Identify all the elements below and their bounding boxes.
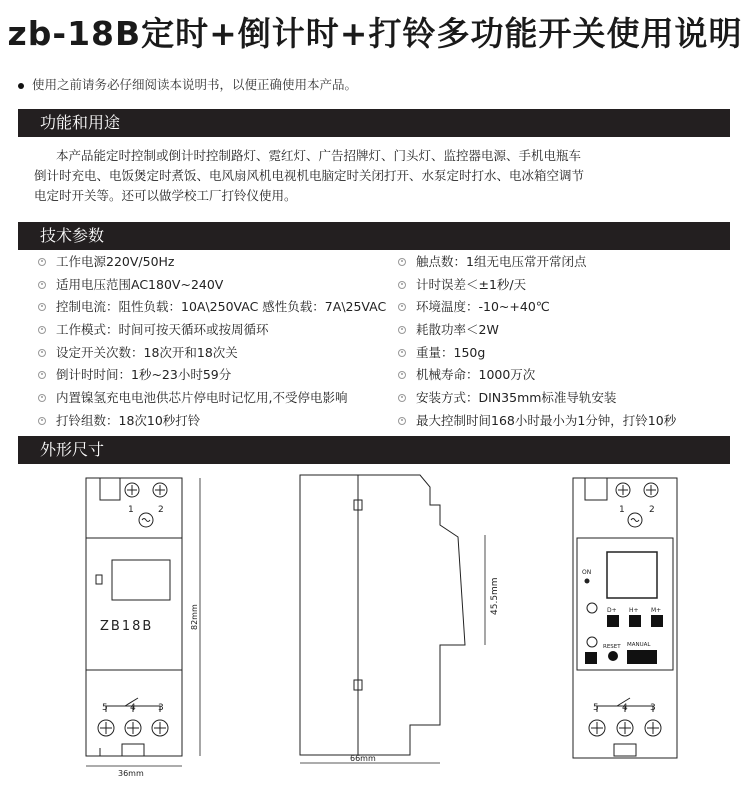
timer-button[interactable]	[585, 652, 597, 664]
spec-item	[38, 388, 347, 406]
spec-item	[38, 320, 269, 338]
spec-text: 工作模式：时间可按天循环或按周循环	[56, 322, 269, 337]
page-title: zb-18B定时+倒计时+打铃多功能开关使用说明	[7, 14, 743, 53]
side-width-label: 66mm	[350, 754, 376, 763]
manual-label: MANUAL	[627, 642, 651, 648]
side-height-label: 45.5mm	[490, 577, 500, 615]
bullet-icon	[38, 417, 46, 425]
spec-item	[38, 275, 223, 293]
spec-item	[38, 343, 238, 361]
spec-text: 环境温度：-10~+40℃	[416, 299, 550, 314]
bullet-icon	[398, 303, 406, 311]
bullet-icon	[38, 349, 46, 357]
power-led-icon	[585, 579, 590, 584]
spec-item	[398, 343, 485, 361]
spec-text: 最大控制时间168小时最小为1分钟，打铃10秒	[416, 413, 677, 428]
button-label-d: D+	[607, 607, 617, 614]
bullet-icon	[398, 258, 406, 266]
spec-item	[398, 275, 526, 293]
notice-text: 使用之前请务必仔细阅读本说明书，以便正确使用本产品。	[32, 77, 358, 92]
spec-text: 触点数：1组无电压常开常闭点	[416, 254, 587, 269]
timer-icon	[587, 637, 597, 647]
spec-text: 倒计时时间：1秒~23小时59分	[56, 367, 232, 382]
bullet-icon	[398, 281, 406, 289]
spec-text: 打铃组数：18次10秒打铃	[56, 413, 201, 428]
side-body-outline	[300, 475, 465, 755]
spec-text: 内置镍氢充电电池供芯片停电时记忆用,不受停电影响	[56, 390, 348, 405]
front-view-drawing	[70, 470, 220, 780]
terminal-label: 3	[158, 703, 164, 713]
bullet-icon	[398, 326, 406, 334]
bullet-icon	[38, 303, 46, 311]
button-label-h: H+	[629, 607, 639, 614]
reset-label: RESET	[603, 644, 621, 650]
bullet-icon	[38, 326, 46, 334]
spec-item	[398, 365, 535, 383]
section-header-specs: 技术参数	[18, 222, 730, 250]
lcd-display	[607, 552, 657, 598]
manual-button[interactable]	[627, 650, 657, 664]
function-line: 电定时开关等。还可以做学校工厂打铃仪使用。	[34, 188, 297, 203]
terminal-label: 5	[593, 703, 599, 713]
section-header-dimensions: 外形尺寸	[18, 436, 730, 464]
spec-text: 适用电压范围AC180V~240V	[56, 277, 224, 292]
spec-item	[38, 297, 386, 315]
bullet-icon	[398, 394, 406, 402]
terminal-label: 1	[128, 505, 134, 515]
front-display-window	[112, 560, 170, 600]
terminal-label: 1	[619, 505, 625, 515]
spec-text: 控制电流：阻性负载：10A\250VAC 感性负载：7A\25VAC	[56, 299, 387, 314]
terminal-label: 3	[650, 703, 656, 713]
bullet-icon	[38, 371, 46, 379]
bullet-icon	[38, 281, 46, 289]
side-view-drawing	[290, 465, 510, 775]
bullet-dot	[18, 83, 24, 89]
section-header-function: 功能和用途	[18, 109, 730, 137]
front-body-outline	[86, 478, 182, 756]
reset-button[interactable]	[608, 651, 618, 661]
spec-text: 设定开关次数：18次开和18次关	[56, 345, 238, 360]
front-model-label: ZB18B	[100, 619, 154, 634]
bullet-icon	[38, 394, 46, 402]
spec-text: 安装方式：DIN35mm标准导轨安装	[416, 390, 617, 405]
spec-item	[398, 388, 616, 406]
spec-text: 重量：150g	[416, 345, 486, 360]
spec-item	[398, 297, 550, 315]
on-label: ON	[582, 569, 592, 576]
button-label-m: M+	[651, 607, 662, 614]
spec-text: 耗散功率＜2W	[416, 322, 499, 337]
spec-item	[38, 365, 231, 383]
clock-set-icon	[587, 603, 597, 613]
terminal-label: 2	[158, 505, 164, 515]
terminal-label: 5	[102, 703, 108, 713]
spec-item	[398, 320, 499, 338]
bullet-icon	[38, 258, 46, 266]
spec-text: 计时误差＜±1秒/天	[416, 277, 527, 292]
terminal-label: 4	[130, 703, 136, 713]
h-plus-button[interactable]	[629, 615, 641, 627]
terminal-label: 4	[622, 703, 628, 713]
spec-text: 工作电源220V/50Hz	[56, 254, 175, 269]
bullet-icon	[398, 349, 406, 357]
function-line: 倒计时充电、电饭煲定时煮饭、电风扇风机电视机电脑定时关闭打开、水泵定时打水、电冰箱空调节	[34, 168, 585, 183]
bullet-icon	[398, 417, 406, 425]
d-plus-button[interactable]	[607, 615, 619, 627]
terminal-label: 2	[649, 505, 655, 515]
spec-text: 机械寿命：1000万次	[416, 367, 536, 382]
spec-item	[38, 411, 200, 429]
function-description	[34, 146, 724, 206]
spec-item	[398, 411, 676, 429]
notice-line	[18, 75, 357, 93]
height-dimension-label: 82mm	[190, 604, 199, 630]
m-plus-button[interactable]	[651, 615, 663, 627]
panel-view-drawing	[565, 470, 695, 780]
function-line: 本产品能定时控制或倒计时控制路灯、霓红灯、广告招牌灯、门头灯、监控器电源、手机电瓶车	[56, 148, 582, 163]
spec-item	[38, 252, 175, 270]
width-dimension-label: 36mm	[118, 769, 144, 778]
spec-item	[398, 252, 586, 270]
bullet-icon	[398, 371, 406, 379]
